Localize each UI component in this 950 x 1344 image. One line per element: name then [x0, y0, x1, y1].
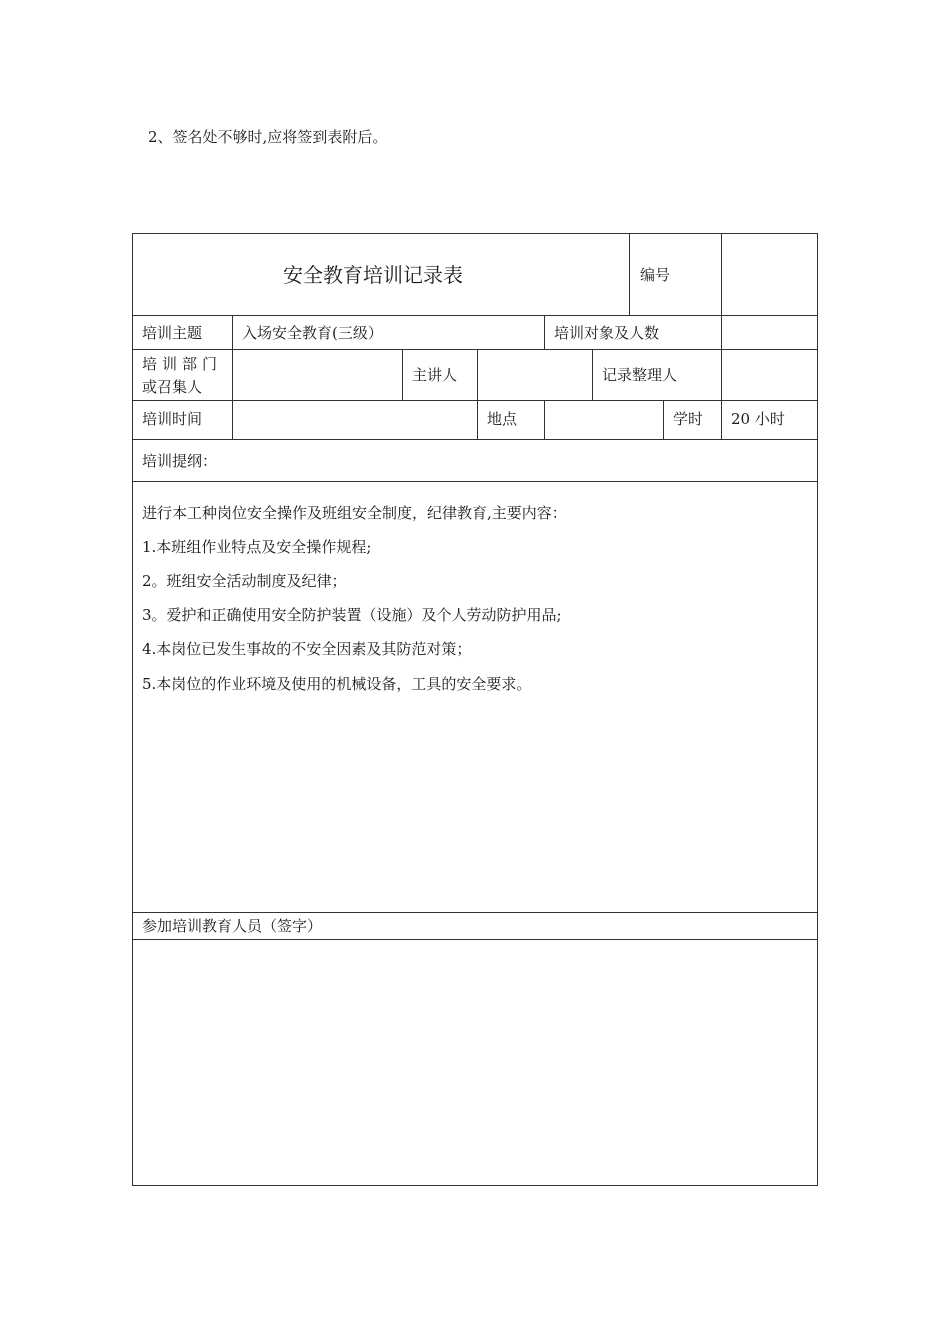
audience-field[interactable]	[722, 316, 817, 349]
outline-line: 进行本工种岗位安全操作及班组安全制度，纪律教育,主要内容：	[142, 504, 567, 522]
col-divider	[629, 233, 630, 316]
table-border-top	[132, 233, 818, 234]
lecturer-label: 主讲人	[412, 366, 458, 384]
outline-line: 4.本岗位已发生事故的不安全因素及其防范对策；	[142, 640, 472, 658]
outline-line: 5.本岗位的作业环境及使用的机械设备，工具的安全要求。	[142, 675, 532, 693]
signature-area[interactable]	[133, 940, 817, 1185]
serial-label: 编号	[640, 266, 671, 284]
table-border-right	[817, 233, 818, 1186]
outline-line: 3。爱护和正确使用安全防护装置（设施）及个人劳动防护用品;	[142, 606, 562, 624]
hours-value[interactable]: 20 小时	[731, 410, 785, 428]
time-field[interactable]	[233, 401, 477, 439]
place-field[interactable]	[545, 401, 663, 439]
topic-value[interactable]: 入场安全教育(三级）	[242, 324, 383, 342]
col-divider	[592, 349, 593, 401]
dept-field[interactable]	[233, 350, 402, 400]
recorder-label: 记录整理人	[602, 366, 678, 384]
col-divider	[232, 315, 233, 350]
serial-field[interactable]	[722, 234, 817, 315]
dept-label-line2: 或召集人	[142, 378, 203, 396]
outline-line: 2。班组安全活动制度及纪律；	[142, 572, 347, 590]
row-divider	[132, 439, 818, 440]
outline-label: 培训提纲：	[142, 452, 218, 470]
col-divider	[663, 400, 664, 440]
col-divider	[721, 400, 722, 440]
col-divider	[544, 315, 545, 350]
col-divider	[477, 400, 478, 440]
table-border-bottom	[132, 1185, 818, 1186]
lecturer-field[interactable]	[478, 350, 592, 400]
row-divider	[132, 315, 818, 316]
audience-label: 培训对象及人数	[554, 324, 660, 342]
time-label: 培训时间	[142, 410, 203, 428]
outline-line: 1.本班组作业特点及安全操作规程;	[142, 538, 372, 556]
col-divider	[402, 349, 403, 401]
row-divider	[132, 481, 818, 482]
signature-label: 参加培训教育人员（签字）	[142, 917, 323, 935]
dept-label-line1: 培训部门	[142, 355, 223, 373]
form-title: 安全教育培训记录表	[283, 263, 463, 287]
signature-note: 2、签名处不够时,应将签到表附后。	[148, 128, 388, 146]
topic-label: 培训主题	[142, 324, 203, 342]
row-divider	[132, 912, 818, 913]
place-label: 地点	[487, 410, 518, 428]
hours-label: 学时	[673, 410, 704, 428]
recorder-field[interactable]	[722, 350, 817, 400]
